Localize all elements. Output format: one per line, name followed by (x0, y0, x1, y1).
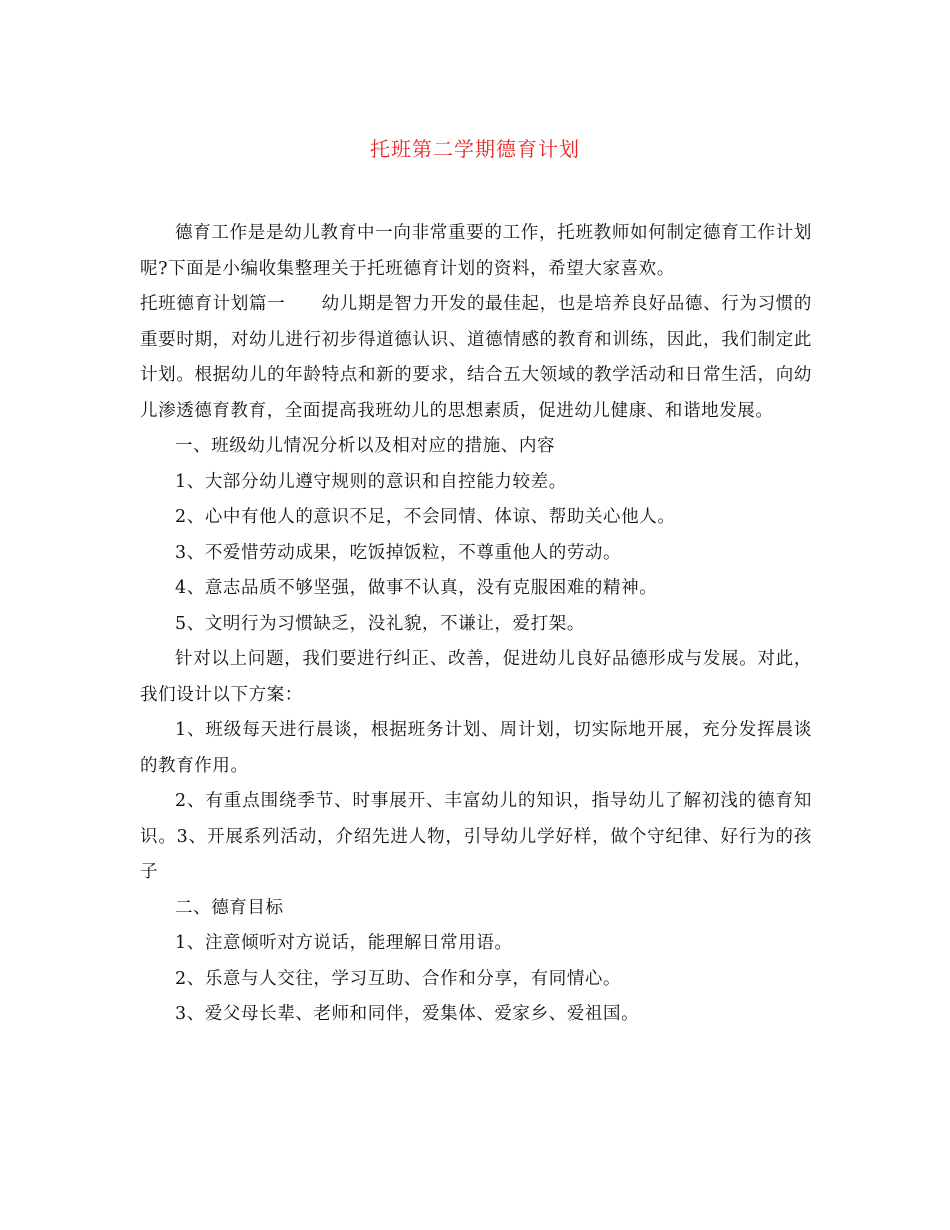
paragraph-response: 针对以上问题，我们要进行纠正、改善，促进幼儿良好品德形成与发展。对此，我们设计以下方案： (140, 649, 812, 705)
list-item: 5、文明行为习惯缺乏，没礼貌，不谦让，爱打架。 (175, 613, 585, 634)
document-body (140, 216, 812, 1033)
paragraph-intro: 德育工作是是幼儿教育中一向非常重要的工作，托班教师如何制定德育工作计划呢?下面是小编收集整理关于托班德育计划的资料，希望大家喜欢。 (140, 223, 812, 279)
list-item: 2、乐意与人交往，学习互助、合作和分享，有同情心。 (175, 968, 622, 989)
list-item: 1、大部分幼儿遵守规则的意识和自控能力较差。 (175, 471, 567, 492)
list-item: 2、有重点围绕季节、时事展开、丰富幼儿的知识，指导幼儿了解初浅的德育知识。3、开展系列活动，介绍先进人物，引导幼儿学好样，做个守纪律、好行为的孩子 (140, 791, 812, 882)
list-item: 1、班级每天进行晨谈，根据班务计划、周计划，切实际地开展，充分发挥晨谈的教育作用。 (140, 720, 812, 776)
document-title: 托班第二学期德育计划 (370, 137, 580, 161)
paragraph-plan-one: 托班德育计划篇一 幼儿期是智力开发的最佳起，也是培养良好品德、行为习惯的重要时期，对幼儿进行初步得道德认识、道德情感的教育和训练，因此，我们制定此计划。根据幼儿的年龄特点和新的要求，结合五大领域的教学活动和日常生活，向幼儿渗透德育教育，全面提高我班幼儿的思想素质，促进幼儿健康、和谐地发展。 (140, 294, 812, 421)
list-item: 1、注意倾听对方说话，能理解日常用语。 (175, 933, 513, 953)
list-item: 3、爱父母长辈、老师和同伴，爱集体、爱家乡、爱祖国。 (175, 1004, 640, 1024)
list-item: 2、心中有他人的意识不足，不会同情、体谅、帮助关心他人。 (175, 507, 676, 527)
list-item: 3、不爱惜劳动成果，吃饭掉饭粒，不尊重他人的劳动。 (175, 542, 622, 563)
list-item: 4、意志品质不够坚强，做事不认真，没有克服困难的精神。 (175, 578, 658, 598)
heading-section-two: 二、德育目标 (175, 897, 284, 918)
heading-section-one: 一、班级幼儿情况分析以及相对应的措施、内容 (175, 436, 556, 456)
